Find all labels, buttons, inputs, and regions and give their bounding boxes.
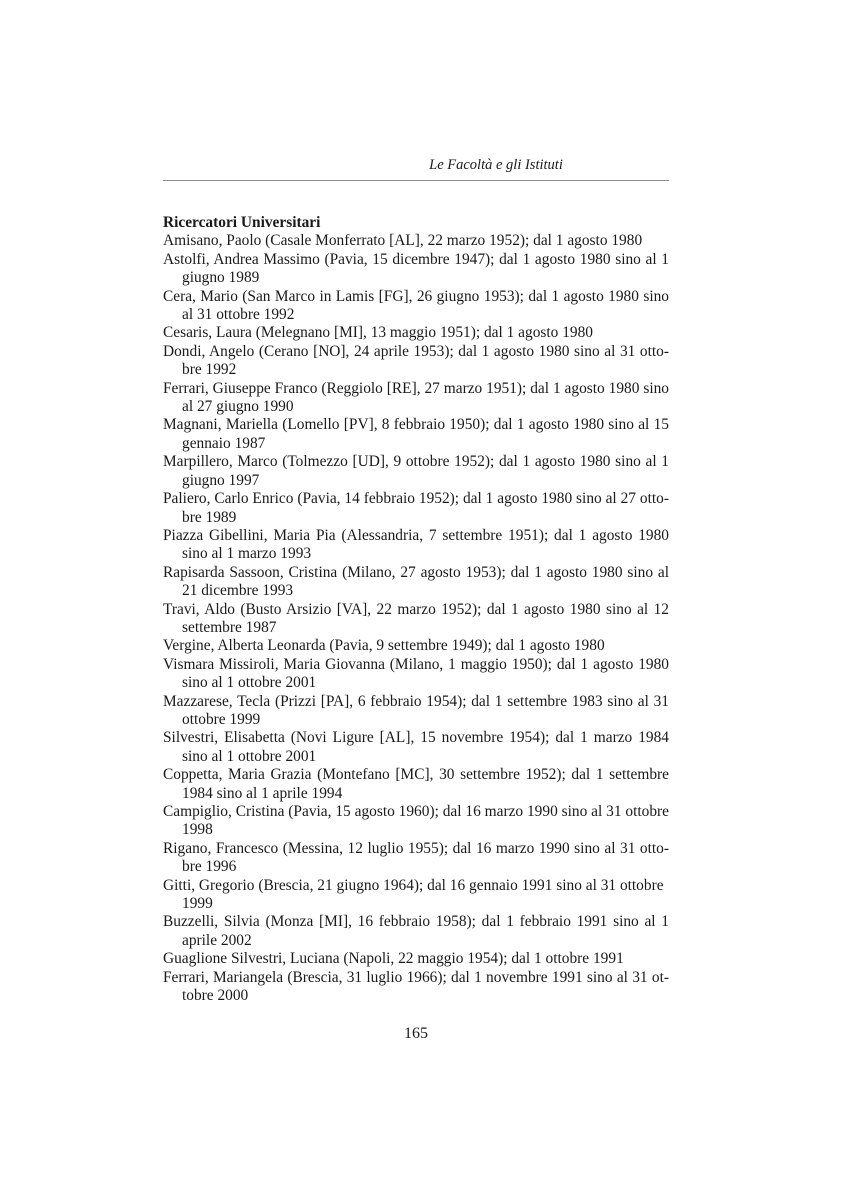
researcher-list <box>163 232 669 1005</box>
list-item: Ferrari, Mariangela (Brescia, 31 luglio 1966); dal 1 novembre 1991 sino al 31 ottobre 2000 <box>163 968 669 1005</box>
header-rule <box>163 180 669 181</box>
list-item: Cera, Mario (San Marco in Lamis [FG], 26 giugno 1953); dal 1 agosto 1980 sino al 31 ottobre 1992 <box>163 287 669 324</box>
list-item: Cesaris, Laura (Melegnano [MI], 13 maggio 1951); dal 1 agosto 1980 <box>163 324 593 342</box>
list-item: Gitti, Gregorio (Brescia, 21 giugno 1964); dal 16 gennaio 1991 sino al 31 ottobre 1999 <box>163 876 664 913</box>
list-item: Buzzelli, Silvia (Monza [MI], 16 febbraio 1958); dal 1 febbraio 1991 sino al 1 aprile 2002 <box>163 913 669 949</box>
list-item: Campiglio, Cristina (Pavia, 15 agosto 1960); dal 16 marzo 1990 sino al 31 ottobre 1998 <box>163 803 669 839</box>
list-item: Magnani, Mariella (Lomello [PV], 8 febbraio 1950); dal 1 agosto 1980 sino al 15 gennaio 1987 <box>163 416 669 452</box>
list-item: Piazza Gibellini, Maria Pia (Alessandria, 7 settembre 1951); dal 1 agosto 1980 sino al 1 marzo 1993 <box>163 526 669 563</box>
list-item: Silvestri, Elisabetta (Novi Ligure [AL], 15 novembre 1954); dal 1 marzo 1984 sino al 1 ottobre 2001 <box>163 729 669 765</box>
list-item: Vismara Missiroli, Maria Giovanna (Milano, 1 maggio 1950); dal 1 agosto 1980 sino al 1 ottobre 2001 <box>163 655 669 692</box>
list-item: Guaglione Silvestri, Luciana (Napoli, 22 maggio 1954); dal 1 ottobre 1991 <box>163 950 624 968</box>
page-number: 165 <box>404 1025 428 1042</box>
running-head <box>163 156 669 174</box>
list-item: Mazzarese, Tecla (Prizzi [PA], 6 febbraio 1954); dal 1 settembre 1983 sino al 31 ottobre 1999 <box>163 692 669 728</box>
list-item: Amisano, Paolo (Casale Monferrato [AL], 22 marzo 1952); dal 1 agosto 1980 <box>163 232 643 250</box>
section-title: Ricercatori Universitari <box>163 214 321 231</box>
list-item: Astolfi, Andrea Massimo (Pavia, 15 dicembre 1947); dal 1 agosto 1980 sino al 1 giugno 1989 <box>163 250 669 287</box>
list-item: Marpillero, Marco (Tolmezzo [UD], 9 ottobre 1952); dal 1 agosto 1980 sino al 1 giugno 1997 <box>163 453 669 489</box>
page-body <box>163 214 669 1005</box>
running-head-text: Le Facoltà e gli Istituti <box>429 157 563 173</box>
list-item: Ferrari, Giuseppe Franco (Reggiolo [RE], 27 marzo 1951); dal 1 agosto 1980 sino al 27 giugno 1990 <box>163 379 669 416</box>
list-item: Dondi, Angelo (Cerano [NO], 24 aprile 1953); dal 1 agosto 1980 sino al 31 ottobre 1992 <box>163 342 669 379</box>
list-item: Rapisarda Sassoon, Cristina (Milano, 27 agosto 1953); dal 1 agosto 1980 sino al 21 dicembre 1993 <box>163 563 669 600</box>
list-item: Coppetta, Maria Grazia (Montefano [MC], 30 settembre 1952); dal 1 settembre 1984 sino al 1 aprile 1994 <box>163 766 669 802</box>
list-item: Paliero, Carlo Enrico (Pavia, 14 febbraio 1952); dal 1 agosto 1980 sino al 27 ottobre 1989 <box>163 490 669 526</box>
list-item: Travi, Aldo (Busto Arsizio [VA], 22 marzo 1952); dal 1 agosto 1980 sino al 12 settembre 1987 <box>163 600 669 636</box>
list-item: Rigano, Francesco (Messina, 12 luglio 1955); dal 16 marzo 1990 sino al 31 ottobre 1996 <box>163 839 669 876</box>
list-item: Vergine, Alberta Leonarda (Pavia, 9 settembre 1949); dal 1 agosto 1980 <box>163 637 605 655</box>
